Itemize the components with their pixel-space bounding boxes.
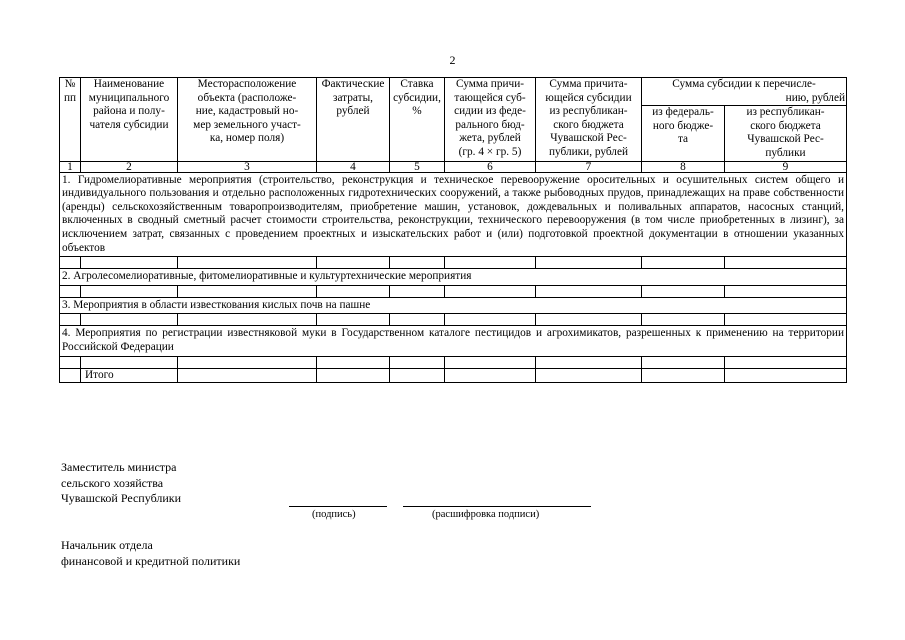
header-transfer-republic-l1: ского бюджета bbox=[750, 119, 821, 132]
table-cell bbox=[60, 368, 81, 383]
header-due-republic-l3: ского бюджета bbox=[553, 118, 624, 131]
table-cell bbox=[725, 257, 847, 269]
subsidy-table bbox=[59, 77, 847, 383]
table-row bbox=[60, 356, 847, 368]
table-cell bbox=[536, 356, 642, 368]
column-number: 8 bbox=[642, 161, 725, 172]
table-cell bbox=[536, 368, 642, 383]
header-name-l0: Наименование bbox=[93, 78, 165, 90]
header-transfer-republic-l0: из республикан- bbox=[746, 106, 825, 119]
table-cell bbox=[445, 356, 536, 368]
header-costs bbox=[317, 78, 390, 162]
table-cell bbox=[642, 314, 725, 326]
header-due-republic-l4: Чувашской Рес- bbox=[550, 132, 627, 145]
table-cell bbox=[81, 285, 178, 297]
header-location-l2: ние, кадастровый но- bbox=[195, 105, 299, 118]
header-costs-l1: затраты, bbox=[333, 91, 373, 104]
section-row bbox=[60, 326, 847, 356]
table-cell bbox=[60, 285, 81, 297]
header-transfer-republic bbox=[725, 106, 847, 161]
header-transfer-l0: Сумма субсидии к перечисле- bbox=[672, 78, 816, 90]
header-location-l3: мер земельного участ- bbox=[193, 118, 301, 131]
header-location-l4: ка, номер поля) bbox=[209, 132, 285, 145]
header-transfer-republic-l3: публики bbox=[765, 146, 806, 159]
deputy-title-line: Чувашской Республики bbox=[61, 491, 182, 505]
table-cell bbox=[642, 285, 725, 297]
header-due-federal-l3: рального бюд- bbox=[455, 118, 525, 131]
header-location-l1: объекта (расположе- bbox=[197, 91, 297, 104]
column-number: 4 bbox=[317, 161, 390, 172]
section-4-title: 4. Мероприятия по регистрации известняковой муки в Государственном каталоге пестицидов и агрохимикатов, разрешенных к применению на территории Российской Федерации bbox=[60, 326, 847, 356]
head-title-line: Начальник отдела bbox=[61, 538, 153, 552]
column-number: 7 bbox=[536, 161, 642, 172]
signature-caption: (подпись) bbox=[312, 509, 356, 520]
table-cell bbox=[445, 257, 536, 269]
header-due-federal-l5: (гр. 4 × гр. 5) bbox=[458, 145, 522, 158]
page-number: 2 bbox=[449, 53, 456, 67]
header-transfer-federal bbox=[642, 106, 725, 161]
table-cell bbox=[390, 257, 445, 269]
header-name bbox=[81, 78, 178, 162]
header-due-republic-l2: из республикан- bbox=[549, 105, 628, 118]
header-due-republic-l1: ющейся субсидии bbox=[545, 91, 632, 104]
table-cell bbox=[390, 314, 445, 326]
table-cell bbox=[642, 257, 725, 269]
header-costs-l2: рублей bbox=[336, 105, 370, 118]
head-title-line: финансовой и кредитной политики bbox=[61, 553, 241, 568]
column-number: 2 bbox=[81, 161, 178, 172]
table-cell bbox=[317, 368, 390, 383]
table-cell bbox=[642, 356, 725, 368]
column-number: 6 bbox=[445, 161, 536, 172]
table-cell bbox=[390, 368, 445, 383]
header-num-l1: пп bbox=[63, 91, 77, 104]
table-cell bbox=[536, 314, 642, 326]
table-cell bbox=[60, 257, 81, 269]
table-cell bbox=[81, 314, 178, 326]
deputy-title-line: сельского хозяйства bbox=[61, 475, 164, 490]
table-cell bbox=[81, 356, 178, 368]
header-transfer-federal-l2: та bbox=[677, 133, 689, 146]
column-number: 5 bbox=[390, 161, 445, 172]
header-rate-l2: % bbox=[412, 105, 422, 118]
deputy-title-line: Заместитель министра bbox=[61, 460, 177, 474]
header-due-republic-l0: Сумма причита- bbox=[549, 78, 628, 90]
section-row bbox=[60, 297, 847, 314]
header-location-l0: Месторасположение bbox=[197, 78, 297, 90]
table-row bbox=[60, 285, 847, 297]
table-cell bbox=[536, 257, 642, 269]
table-cell bbox=[390, 285, 445, 297]
total-row bbox=[60, 368, 847, 383]
table-cell bbox=[317, 257, 390, 269]
table-cell bbox=[725, 356, 847, 368]
table-cell bbox=[178, 285, 317, 297]
total-label: Итого bbox=[81, 368, 178, 383]
header-due-federal bbox=[445, 78, 536, 162]
header-due-federal-l0: Сумма причи- bbox=[455, 78, 525, 90]
table-cell bbox=[60, 356, 81, 368]
column-number: 1 bbox=[60, 161, 81, 172]
header-name-l1: муниципального bbox=[88, 91, 170, 104]
section-row bbox=[60, 172, 847, 257]
header-num bbox=[60, 78, 81, 162]
table-cell bbox=[178, 368, 317, 383]
table-cell bbox=[725, 314, 847, 326]
table-cell bbox=[642, 368, 725, 383]
table-cell bbox=[317, 285, 390, 297]
decoding-caption: (расшифровка подписи) bbox=[432, 509, 540, 520]
signature-line bbox=[289, 506, 387, 507]
header-rate-l1: субсидии, bbox=[393, 91, 441, 104]
header-location bbox=[178, 78, 317, 162]
table-cell bbox=[317, 356, 390, 368]
header-transfer-federal-l0: из федераль- bbox=[652, 106, 714, 119]
table-cell bbox=[725, 368, 847, 383]
header-row bbox=[60, 78, 847, 106]
department-head-title bbox=[61, 538, 240, 569]
header-name-l3: чателя субсидии bbox=[89, 118, 169, 131]
header-transfer-federal-l1: ного бюдже- bbox=[652, 119, 714, 132]
table-cell bbox=[81, 257, 178, 269]
header-num-l0: № bbox=[64, 78, 76, 90]
header-rate-l0: Ставка bbox=[400, 78, 434, 90]
table-cell bbox=[445, 285, 536, 297]
column-numbers-row bbox=[60, 161, 847, 172]
column-number: 9 bbox=[725, 161, 847, 172]
table-cell bbox=[445, 368, 536, 383]
header-due-republic-l5: публики, рублей bbox=[548, 145, 629, 158]
section-3-title: 3. Мероприятия в области известкования кислых почв на пашне bbox=[60, 297, 847, 314]
table-cell bbox=[60, 314, 81, 326]
header-rate bbox=[390, 78, 445, 162]
header-name-l2: района и полу- bbox=[93, 105, 165, 118]
section-2-title: 2. Агролесомелиоративные, фитомелиоративные и культуртехнические мероприятия bbox=[60, 269, 847, 286]
table-cell bbox=[536, 285, 642, 297]
table-cell bbox=[445, 314, 536, 326]
table-cell bbox=[178, 314, 317, 326]
header-transfer-republic-l2: Чувашской Рес- bbox=[747, 133, 824, 146]
header-transfer bbox=[642, 78, 847, 106]
header-transfer-l1: нию, рублей bbox=[785, 91, 845, 104]
header-costs-l0: Фактические bbox=[321, 78, 385, 90]
header-due-federal-l4: жета, рублей bbox=[459, 132, 521, 145]
header-due-federal-l1: тающейся суб- bbox=[454, 91, 526, 104]
table-cell bbox=[725, 285, 847, 297]
deputy-minister-title bbox=[61, 460, 181, 507]
header-due-republic bbox=[536, 78, 642, 162]
table-cell bbox=[178, 257, 317, 269]
table-cell bbox=[317, 314, 390, 326]
table-cell bbox=[390, 356, 445, 368]
header-due-federal-l2: сидии из феде- bbox=[454, 105, 526, 118]
decoding-line bbox=[403, 506, 591, 507]
section-1-title: 1. Гидромелиоративные мероприятия (строительство, реконструкция и техническое перевооружение оросительных и осушительных систем общего и индивидуального пользования и отдельно расположенных гидротехнических сооружений, а также рыбоводных прудов, принадлежащих на праве собственности (аренды) сельскохозяйственным товаропроизводителям, приобретение машин, установок, дождевальных и поливальных аппаратов, насосных станций, включенных в сводный сметный расчет стоимости строительства, реконструкции, технического перевооружения (в том числе приобретенных в лизинг), за исключением затрат, связанных с проведением проектных и изыскательских работ и (или) подготовкой проектной документации в отношении указанных объектов bbox=[60, 172, 847, 257]
table-row bbox=[60, 314, 847, 326]
table-cell bbox=[178, 356, 317, 368]
column-number: 3 bbox=[178, 161, 317, 172]
section-row bbox=[60, 269, 847, 286]
table-row bbox=[60, 257, 847, 269]
